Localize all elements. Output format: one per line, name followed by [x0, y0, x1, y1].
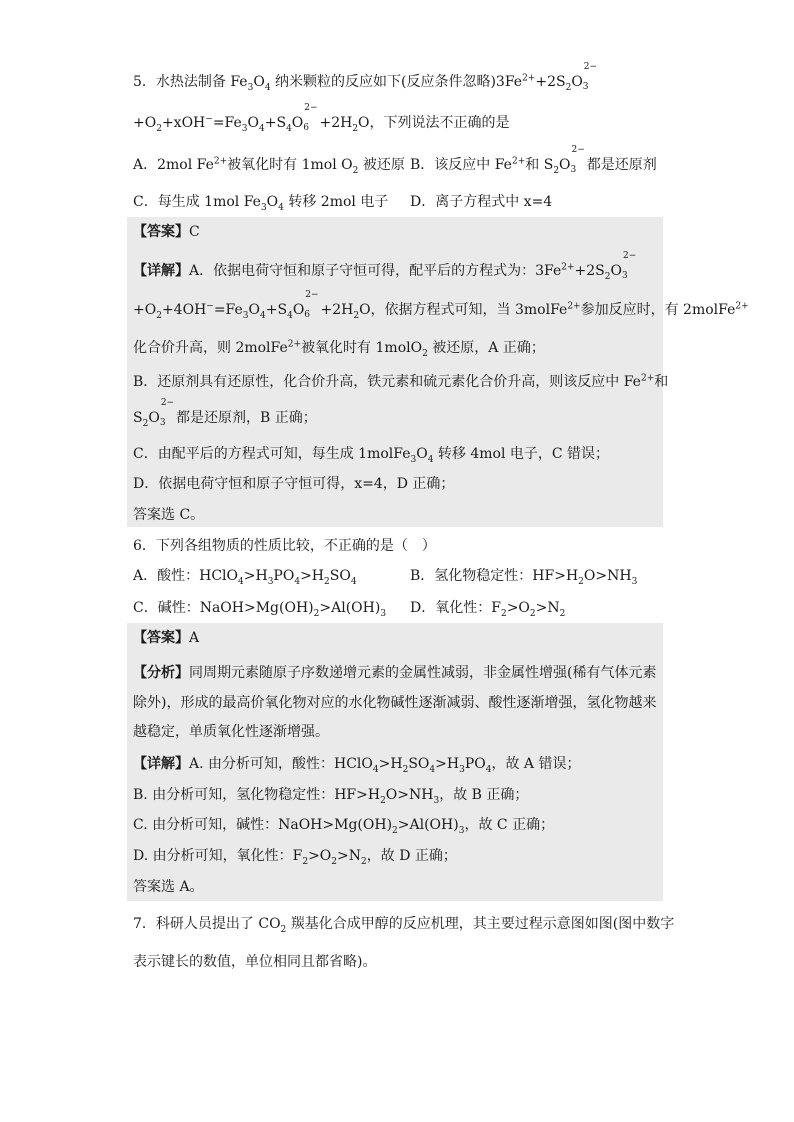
q5-stem-line2: $+O_2+xOH^-=Fe_3O_4+S_4O$ 2− $6 +2H_2O$，下列说法不正确的是	[133, 103, 510, 134]
q5-option-d: D．离子方程式中 x=4	[410, 194, 553, 210]
q7-stem: 7．科研人员提出了 $CO_2$ 羰基化合成甲醇的反应机理，其主要过程示意图如图(图中数字	[133, 916, 675, 935]
q6-answer: 【答案】A	[133, 630, 200, 646]
q7-stem-line2: 表示键长的数值，单位相同且都省略)。	[133, 954, 377, 970]
q5-option-a: A．2mol $Fe^{2+}$被氧化时有 1mol $O_2$ 被还原	[133, 156, 405, 176]
q6-detail-a: 【详解】A. 由分析可知，酸性：$HClO_4>H_2SO_4>H_3PO_4$，故 A 错误；	[133, 756, 581, 775]
q6-analysis-line3: 越稳定，单质氧化性逐渐增强。	[133, 724, 329, 740]
q5-answer: 【答案】C	[133, 224, 200, 240]
q5-stem: 5．水热法制备 $Fe_3O_4$ 纳米颗粒的反应如下(反应条件忽略)$3Fe^{2+}+2S_2O$ 2− 3	[133, 62, 598, 93]
q6-option-a: A．酸性：$HClO_4>H_3PO_4>H_2SO_4$	[133, 568, 357, 587]
q5-explanation-line6: C．由配平后的方程式可知，每生成 $1molFe_3O_4$ 转移 4mol 电子，C 错误；	[133, 446, 610, 465]
q6-conclusion: 答案选 A。	[133, 879, 204, 895]
q6-option-c: C．碱性：$NaOH>Mg(OH)_2>Al(OH)_3$	[133, 600, 387, 619]
q5-explanation-line1: 【详解】A．依据电荷守恒和原子守恒可得，配平后的方程式为：$3Fe^{2+}+2S_2O$ 2− 3	[133, 251, 637, 282]
q6-stem: 6．下列各组物质的性质比较，不正确的是（ ）	[133, 538, 436, 554]
q5-explanation-line4: B．还原剂具有还原性，化合价升高，铁元素和硫元素化合价升高，则该反应中 $Fe^{2+}$和	[133, 373, 669, 390]
q6-detail-d: D. 由分析可知，氧化性：$F_2>O_2>N_2$，故 D 正确；	[133, 848, 457, 867]
q5-explanation-line7: D．依据电荷守恒和原子守恒可得，x=4，D 正确；	[133, 476, 455, 492]
q6-analysis-line2: 除外)，形成的最高价氧化物对应的水化物碱性逐渐减弱、酸性逐渐增强，氢化物越来	[133, 695, 657, 711]
q5-option-b: B．该反应中 $Fe^{2+}$和 $S_2O$ 2− 3 都是还原剂	[410, 145, 657, 176]
q6-analysis-line1: 【分析】同周期元素随原子序数递增元素的金属性减弱，非金属性增强(稀有气体元素	[133, 665, 657, 681]
q6-option-b: B．氢化物稳定性：$HF>H_2O>NH_3$	[410, 568, 638, 587]
q6-option-d: D．氧化性：$F_2>O_2>N_2$	[410, 600, 566, 619]
q5-explanation-line3: 化合价升高，则 2molFe$^{2+}$被氧化时有 1molO$_2$ 被还原，A 正确；	[133, 339, 545, 359]
q5-explanation-line5: $S_2O$ 2− 3 都是还原剂，B 正确；	[133, 398, 317, 429]
q5-option-c: C．每生成 1mol $Fe_3O_4$ 转移 2mol 电子	[133, 194, 389, 213]
q6-detail-c: C. 由分析可知，碱性：$NaOH>Mg(OH)_2>Al(OH)_3$，故 C 正确；	[133, 817, 555, 836]
q5-conclusion: 答案选 C。	[133, 507, 205, 523]
q5-explanation-line2: $+O_2+4OH^-=Fe_3O_4+S_4O$ 2− $6 +2H_2O$，依据方程式可知，当 3molFe$^{2+}$参加反应时，有 2molFe$^{2+}$	[133, 290, 749, 321]
q6-detail-b: B. 由分析可知，氢化物稳定性：$HF>H_2O>NH_3$，故 B 正确；	[133, 787, 529, 806]
